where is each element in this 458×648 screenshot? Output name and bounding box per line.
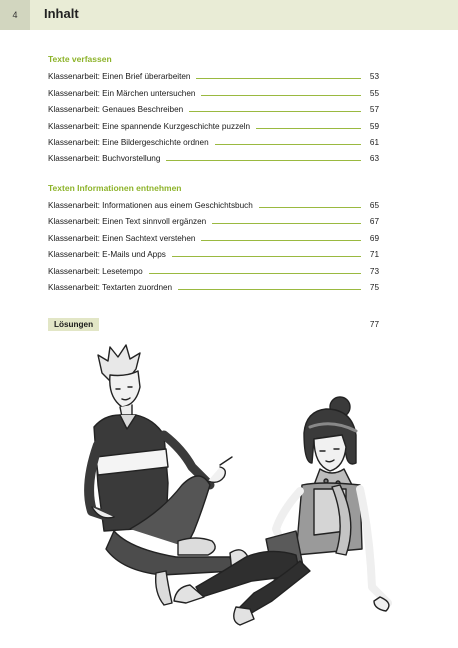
toc-entry-label: Klassenarbeit: Genaues Beschreiben — [48, 105, 184, 114]
toc-leader-line — [259, 207, 361, 208]
section-title-texte-verfassen: Texte verfassen — [48, 54, 112, 64]
toc-entry[interactable] — [48, 119, 379, 131]
toc-entry-page: 73 — [369, 267, 379, 276]
toc-leader-line — [256, 128, 361, 129]
page-title: Inhalt — [44, 6, 79, 21]
toc-entry-page: 71 — [369, 250, 379, 259]
toc-leader-line — [212, 223, 361, 224]
toc-entry[interactable] — [48, 231, 379, 243]
toc-entry-page: 57 — [369, 105, 379, 114]
toc-entry-page: 67 — [369, 217, 379, 226]
toc-leader-line — [178, 289, 361, 290]
toc-leader-line — [201, 95, 361, 96]
toc-entry[interactable] — [48, 86, 379, 98]
page-header — [0, 0, 458, 30]
toc-leader-line — [149, 273, 361, 274]
toc-entry-page: 59 — [369, 122, 379, 131]
toc-entry[interactable] — [48, 280, 379, 292]
boy-figure — [89, 345, 248, 575]
toc-entry-page: 61 — [369, 138, 379, 147]
toc-entry-label: Klassenarbeit: Buchvorstellung — [48, 154, 161, 163]
toc-entry[interactable] — [48, 69, 379, 81]
toc-entry[interactable] — [48, 151, 379, 163]
toc-entry-page: 55 — [369, 89, 379, 98]
toc-entry-page: 65 — [369, 201, 379, 210]
toc-entry[interactable] — [48, 247, 379, 259]
toc-entry[interactable] — [48, 214, 379, 226]
page-number: 4 — [0, 0, 30, 30]
toc-entry-page: 63 — [369, 154, 379, 163]
toc-entry-label: Klassenarbeit: Lesetempo — [48, 267, 143, 276]
toc-entry[interactable] — [48, 198, 379, 210]
toc-entry-label: Klassenarbeit: Einen Brief überarbeiten — [48, 72, 191, 81]
toc-entry[interactable] — [48, 102, 379, 114]
toc-entry-label: Klassenarbeit: Textarten zuordnen — [48, 283, 173, 292]
toc-leader-line — [201, 240, 361, 241]
toc-leader-line — [189, 111, 361, 112]
toc-entry-page: 75 — [369, 283, 379, 292]
toc-entry-label: Klassenarbeit: Ein Märchen untersuchen — [48, 89, 196, 98]
toc-entry[interactable] — [48, 264, 379, 276]
toc-leader-line — [196, 78, 361, 79]
toc-entry-label: Klassenarbeit: Einen Sachtext verstehen — [48, 234, 196, 243]
toc-entry-label: Klassenarbeit: Einen Text sinnvoll ergänzen — [48, 217, 207, 226]
solutions-label: Lösungen — [48, 318, 99, 331]
toc-entry-label: Klassenarbeit: Eine spannende Kurzgeschichte puzzeln — [48, 122, 251, 131]
section-title-texten-informationen-entnehmen: Texten Informationen entnehmen — [48, 183, 182, 193]
two-students-illustration — [70, 335, 400, 645]
toc-entry-label: Klassenarbeit: Eine Bildergeschichte ordnen — [48, 138, 209, 147]
toc-entry-label: Klassenarbeit: E-Mails und Apps — [48, 250, 166, 259]
toc-leader-line — [172, 256, 361, 257]
toc-entry-label: Klassenarbeit: Informationen aus einem Geschichtsbuch — [48, 201, 253, 210]
solutions-entry[interactable] — [48, 318, 379, 331]
toc-leader-line — [166, 160, 361, 161]
toc-entry[interactable] — [48, 135, 379, 147]
toc-entry-page: 53 — [369, 72, 379, 81]
toc-entry-page: 69 — [369, 234, 379, 243]
solutions-page: 77 — [369, 320, 379, 329]
toc-leader-line — [215, 144, 361, 145]
